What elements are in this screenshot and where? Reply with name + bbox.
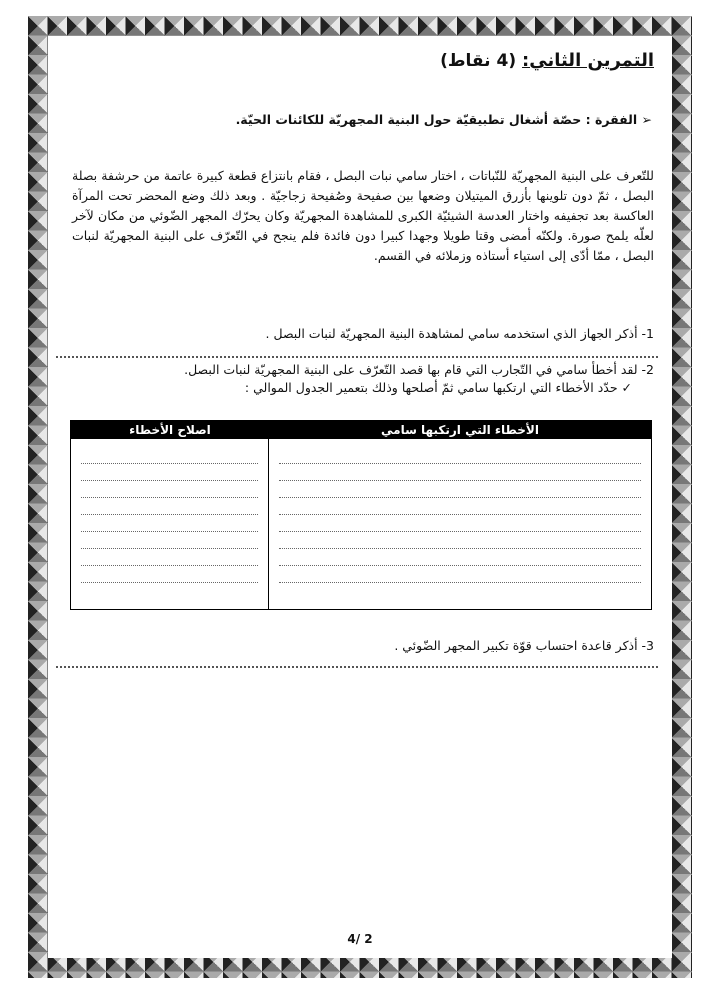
exam-page bbox=[48, 36, 672, 958]
exercise-points: (4 نقاط) bbox=[440, 51, 517, 71]
corrections-cell[interactable] bbox=[71, 439, 269, 610]
header-errors: الأخطاء التي ارتكبها سامي bbox=[269, 421, 652, 440]
errors-cell[interactable] bbox=[269, 439, 652, 610]
section-heading bbox=[236, 112, 652, 127]
answer-line bbox=[56, 356, 658, 358]
page-number: 4/ 2 bbox=[347, 932, 373, 946]
question-1: 1- أذكر الجهاز الذي استخدمه سامي لمشاهدة البنية المجهريّة لنبات البصل . bbox=[265, 326, 654, 341]
header-corrections: اصلاح الأخطاء bbox=[71, 421, 269, 440]
exercise-title-text: التمرين الثاني: bbox=[522, 50, 654, 71]
question-2: 2- لقد أخطأ سامي في التّجارب التي قام بها قصد التّعرّف على البنية المجهريّة لنبات البصل. bbox=[184, 362, 654, 377]
section-text: الفقرة : حصّة أشغال تطبيقيّة حول البنية المجهريّة للكائنات الحيّة. bbox=[235, 112, 638, 127]
errors-table bbox=[70, 420, 652, 610]
answer-line bbox=[56, 666, 658, 668]
question-3: 3- أذكر قاعدة احتساب قوّة تكبير المجهر الضّوئي . bbox=[394, 638, 654, 653]
scenario-paragraph: للتّعرف على البنية المجهريّة للنّباتات ، اختار سامي نبات البصل ، فقام بانتزاع قطعة كبيرة عاتمة من حرشفة بصلة البصل ، ثمّ دون تلوينها بأزرق الميتيلان وضعها بين صفيحة وصُفيحة زجاجيّة . وبعد ذلك وضع المحضر تحت المرآة العاكسة بعد تجفيفه واختار العدسة الشيئيّة الكبرى للمشاهدة المجهريّة وكان يحرّك المجهر الضّوئي من مكان لآخر لعلّه يلمح صورة. ولكنّه أمضى وقتا طويلا وجهدا كبيرا دون فائدة فلم ينجح في التّعرّف على البنية المجهريّة لنبات البصل ، ممّا أدّى إلى استياء أستاذه وزملائه في القسم. bbox=[72, 168, 654, 263]
arrow-bullet-icon: ➢ bbox=[641, 112, 652, 127]
exercise-title bbox=[440, 50, 654, 71]
question-2-instruction: ✓ حدّد الأخطاء التي ارتكبها سامي ثمّ أصلحها وذلك بتعمير الجدول الموالي : bbox=[244, 380, 632, 395]
